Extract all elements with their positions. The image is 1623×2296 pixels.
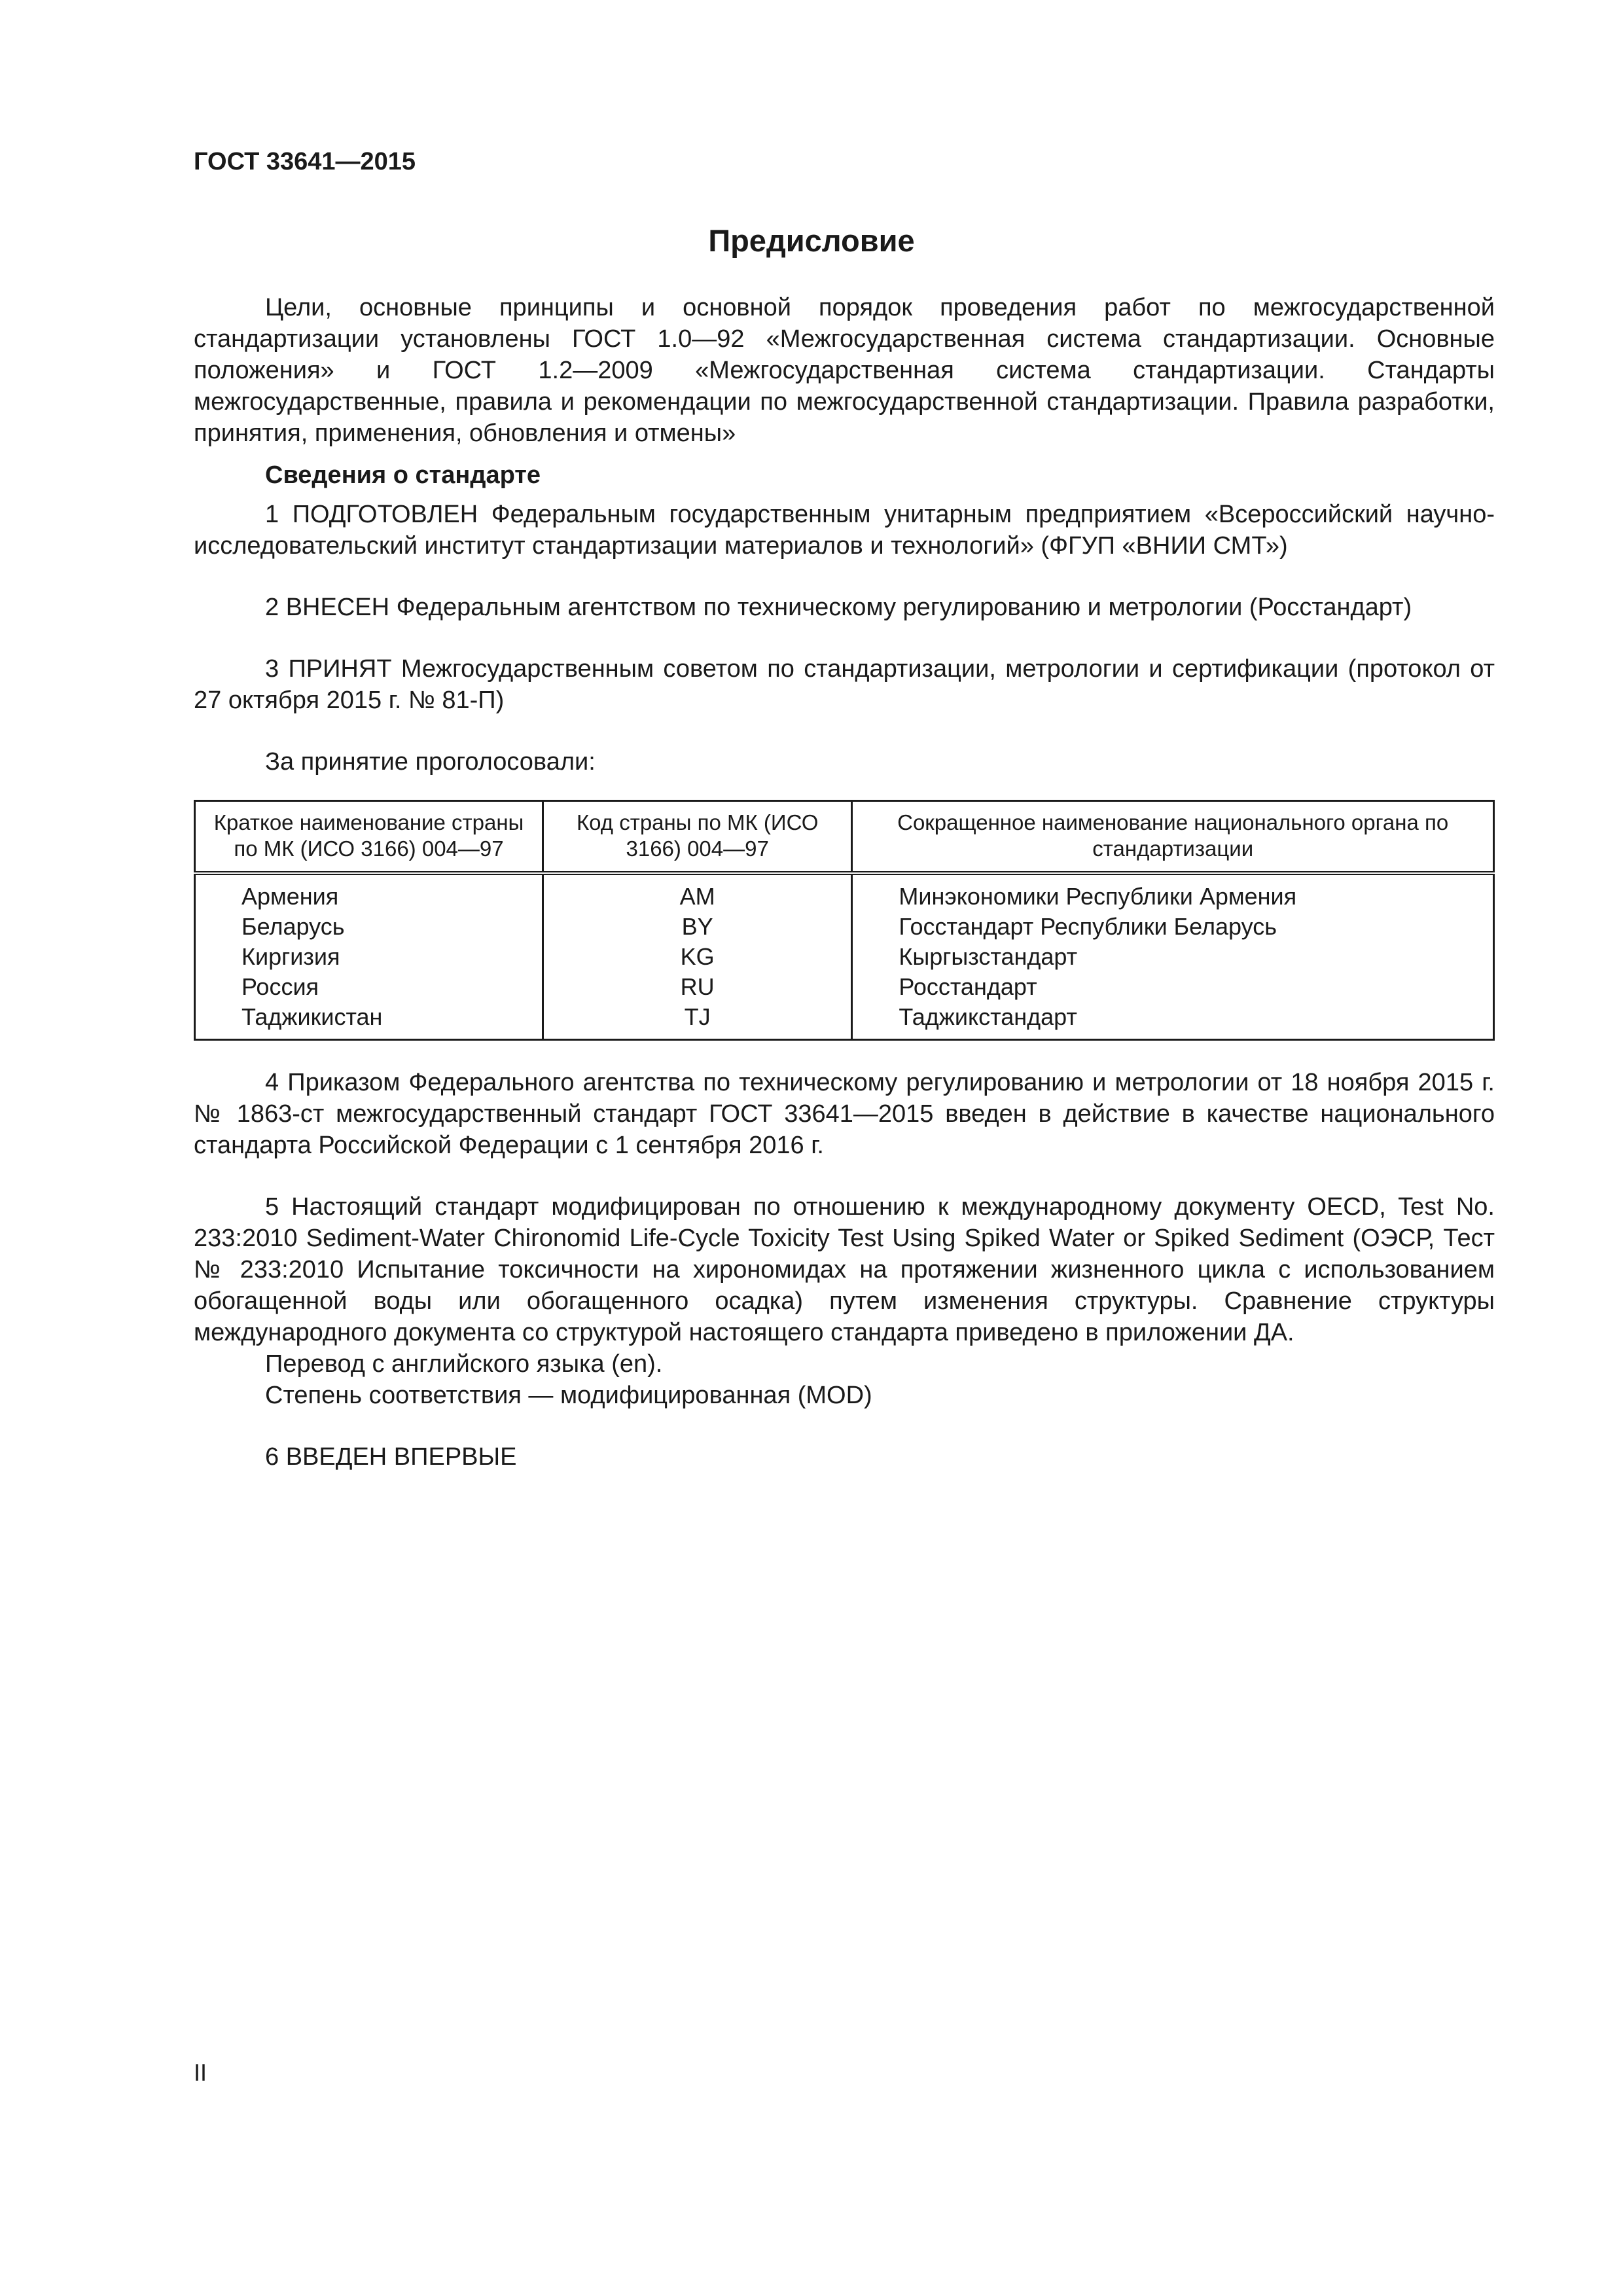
- country-name: Таджикистан: [241, 1003, 383, 1030]
- column-header-country: Краткое наименование страны по МК (ИСО 3166) 004—97: [195, 801, 543, 874]
- country-code: KG: [680, 943, 715, 970]
- standards-body-name: Госстандарт Республики Беларусь: [899, 913, 1277, 940]
- voting-countries-table: [194, 800, 1495, 1041]
- item-2-paragraph: 2 ВНЕСЕН Федеральным агентством по техническому регулированию и метрологии (Росстандарт): [265, 594, 1412, 621]
- table-header-row: [195, 801, 1494, 874]
- table-body: [195, 873, 1494, 1040]
- standards-body-name: Кыргызстандарт: [899, 943, 1078, 970]
- page-title: Предисловие: [708, 223, 915, 258]
- standards-bodies-cell: [852, 873, 1494, 1040]
- page-number: II: [194, 2059, 207, 2086]
- country-name: Беларусь: [241, 913, 345, 940]
- country-code: AM: [679, 883, 715, 910]
- item-1-paragraph: 1 ПОДГОТОВЛЕН Федеральным государственным унитарным предприятием «Всероссийский научно-исследовательский институт стандартизации материалов и технологий» (ФГУП «ВНИИ СМТ»): [194, 501, 1495, 560]
- column-header-body: Сокращенное наименование национального органа по стандартизации: [852, 801, 1494, 874]
- standards-body-name: Таджикстандарт: [899, 1003, 1077, 1030]
- standards-body-name: Росстандарт: [899, 973, 1037, 1000]
- country-code: BY: [681, 913, 713, 940]
- country-name: Киргизия: [241, 943, 340, 970]
- standards-body-name: Минэкономики Республики Армения: [899, 883, 1297, 910]
- item-3-paragraph: 3 ПРИНЯТ Межгосударственным советом по стандартизации, метрологии и сертификации (протокол от 27 октября 2015 г. № 81-П): [194, 655, 1495, 714]
- country-name: Армения: [241, 883, 339, 910]
- country-names-cell: [195, 873, 543, 1040]
- item-4-paragraph: 4 Приказом Федерального агентства по техническому регулированию и метрологии от 18 ноября 2015 г. № 1863-ст межгосударственный стандарт ГОСТ 33641—2015 введен в действие в качестве национального стандарта Российской Федерации с 1 сентября 2016 г.: [194, 1069, 1495, 1159]
- item-5-paragraph: 5 Настоящий стандарт модифицирован по отношению к международному документу OECD, Test No. 233:2010 Sediment-Water Chironomid Life-Cycle Toxicity Test Using Spiked Water or Spiked Sediment (ОЭСР, Тест № 233:2010 Испытание токсичности на хирономидах на протяжении жизненного цикла с использованием обогащенной воды или обогащенного осадка) путем изменения структуры. Сравнение структуры международного документа со структурой настоящего стандарта приведено в приложении ДА.: [194, 1193, 1495, 1346]
- translation-note: Перевод с английского языка (en).: [265, 1350, 663, 1378]
- country-code: TJ: [684, 1003, 711, 1030]
- voted-caption: За принятие проголосовали:: [265, 748, 596, 776]
- conformity-note: Степень соответствия — модифицированная (MOD): [265, 1382, 872, 1409]
- country-name: Россия: [241, 973, 319, 1000]
- column-header-code: Код страны по МК (ИСО 3166) 004—97: [543, 801, 851, 874]
- preface-body: [194, 292, 1495, 1473]
- item-6-paragraph: 6 ВВЕДЕН ВПЕРВЫЕ: [265, 1443, 517, 1471]
- country-code: RU: [680, 973, 715, 1000]
- country-codes-cell: [543, 873, 851, 1040]
- standard-info-heading: Сведения о стандарте: [265, 461, 541, 489]
- document-id: ГОСТ 33641—2015: [194, 148, 416, 175]
- intro-paragraph: Цели, основные принципы и основной порядок проведения работ по межгосударственной стандартизации установлены ГОСТ 1.0—92 «Межгосударственная система стандартизации. Основные положения» и ГОСТ 1.2—2009 «Межгосударственная система стандартизации. Стандарты межгосударственные, правила и рекомендации по межгосударственной стандартизации. Правила разработки, принятия, применения, обновления и отмены»: [194, 294, 1495, 447]
